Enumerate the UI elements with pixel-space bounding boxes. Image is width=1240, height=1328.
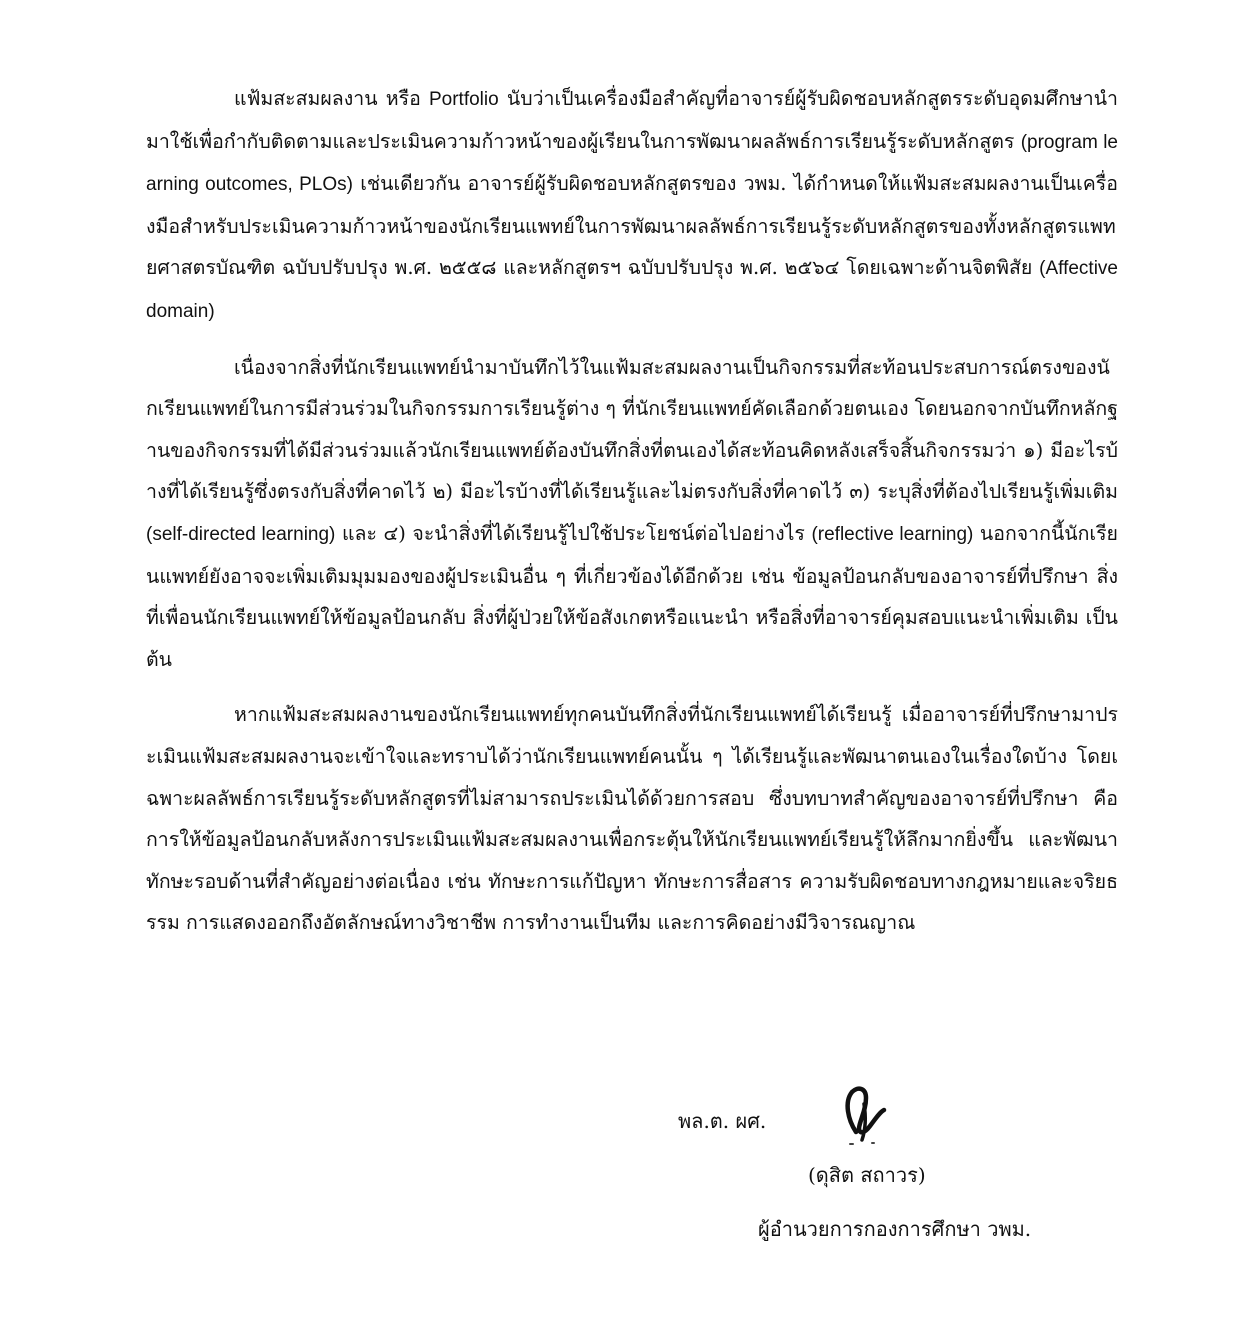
signer-name: (ดุสิต สถาวร) <box>808 1163 926 1187</box>
english-term: (reflective learning) <box>811 523 974 545</box>
english-term: (program learning outcomes, PLOs) <box>146 131 1118 196</box>
handwritten-signature <box>826 1080 916 1150</box>
paragraph-text: นอกจากนี้นักเรียนแพทย์ยังอาจจะเพิ่มเติมมุมมองของผู้ประเมินอื่น ๆ ที่เกี่ยวข้องได้อีกด้วย เช่น ข้อมูลป้อนกลับของอาจารย์ที่ปรึกษา สิ่งที่เพื่อนนักเรียนแพทย์ให้ข้อมูลป้อนกลับ สิ่งที่ผู้ป่วยให้ข้อสังเกตหรือแนะนำ หรือสิ่งที่อาจารย์คุมสอบแนะนำเพิ่มเติม เป็นต้น <box>146 521 1118 671</box>
english-term: Portfolio <box>428 89 499 110</box>
paragraph-text: เนื่องจากสิ่งที่นักเรียนแพทย์นำมาบันทึกไว้ในแฟ้มสะสมผลงานเป็นกิจกรรมที่สะท้อนประสบการณ์ตรงของนักเรียนแพทย์ในการมีส่วนร่วมในกิจกรรมการเรียนรู้ต่าง ๆ ที่นักเรียนแพทย์คัดเลือกด้วยตนเอง โดยนอกจากบันทึกหลักฐานของกิจกรรมที่ได้มีส่วนร่วมแล้วนักเรียนแพทย์ต้องบันทึกสิ่งที่ตนเองได้สะท้อนคิดหลังเสร็จสิ้นกิจกรรมว่า ๑) มีอะไรบ้างที่ได้เรียนรู้ซึ่งตรงกับสิ่งที่คาดไว้ ๒) มีอะไรบ้างที่ได้เรียนรู้และไม่ตรงกับสิ่งที่คาดไว้ ๓) ระบุสิ่งที่ต้องไปเรียนรู้เพิ่มเติม <box>146 355 1118 504</box>
paragraph-text: หากแฟ้มสะสมผลงานของนักเรียนแพทย์ทุกคนบันทึกสิ่งที่นักเรียนแพทย์ได้เรียนรู้ เมื่ออาจารย์ที่ปรึกษามาประเมินแฟ้มสะสมผลงานจะเข้าใจและทราบได้ว่านักเรียนแพทย์คนนั้น ๆ ได้เรียนรู้และพัฒนาตนเองในเรื่องใดบ้าง โดยเฉพาะผลลัพธ์การเรียนรู้ระดับหลักสูตรที่ไม่สามารถประเมินได้ด้วยการสอบ ซึ่งบทบาทสำคัญของอาจารย์ที่ปรึกษา คือ การให้ข้อมูลป้อนกลับหลังการประเมินแฟ้มสะสมผลงานเพื่อกระตุ้นให้นักเรียนแพทย์เรียนรู้ให้ลึกมากยิ่งขึ้น และพัฒนาทักษะรอบด้านที่สำคัญอย่างต่อเนื่อง เช่น ทักษะการแก้ปัญหา ทักษะการสื่อสาร ความรับผิดชอบทางกฎหมายและจริยธรรม การแสดงออกถึงอัตลักษณ์ทางวิชาชีพ การทำงานเป็นทีม และการคิดอย่างมีวิจารณญาณ <box>146 703 1118 935</box>
signer-position: ผู้อำนวยการกองการศึกษา วพม. <box>758 1217 1032 1241</box>
english-term: (self-directed learning) <box>146 523 336 545</box>
paragraph-reflection-contents <box>146 347 1118 681</box>
paragraph-text: เช่นเดียวกัน อาจารย์ผู้รับผิดชอบหลักสูตรของ วพม. ได้กำหนดให้แฟ้มสะสมผลงานเป็นเครื่องมือสำหรับประเมินความก้าวหน้าของนักเรียนแพทย์ในการพัฒนาผลลัพธ์การเรียนรู้ระดับหลักสูตรของทั้งหลักสูตรแพทยศาสตรบัณฑิต ฉบับปรับปรุง พ.ศ. ๒๕๕๘ และหลักสูตรฯ ฉบับปรับปรุง พ.ศ. ๒๕๖๔ โดยเฉพาะด้านจิตพิสัย <box>146 172 1118 280</box>
paragraph-portfolio-intro <box>146 78 1118 333</box>
signer-rank: พล.ต. ผศ. <box>678 1109 767 1133</box>
letter-body <box>146 78 1118 958</box>
paragraph-text: นับว่าเป็นเครื่องมือสำคัญที่อาจารย์ผู้รับผิดชอบหลักสูตรระดับอุดมศึกษานำมาใช้เพื่อกำกับติดตามและประเมินความก้าวหน้าของผู้เรียนในการพัฒนาผลลัพธ์การเรียนรู้ระดับหลักสูตร <box>146 87 1118 153</box>
paragraph-advisor-role <box>146 694 1118 944</box>
paragraph-text: แฟ้มสะสมผลงาน หรือ <box>234 87 429 110</box>
paragraph-text: และ ๔) จะนำสิ่งที่ได้เรียนรู้ไปใช้ประโยชน์ต่อไปอย่างไร <box>335 521 812 545</box>
english-term: (Affective domain) <box>146 258 1118 322</box>
